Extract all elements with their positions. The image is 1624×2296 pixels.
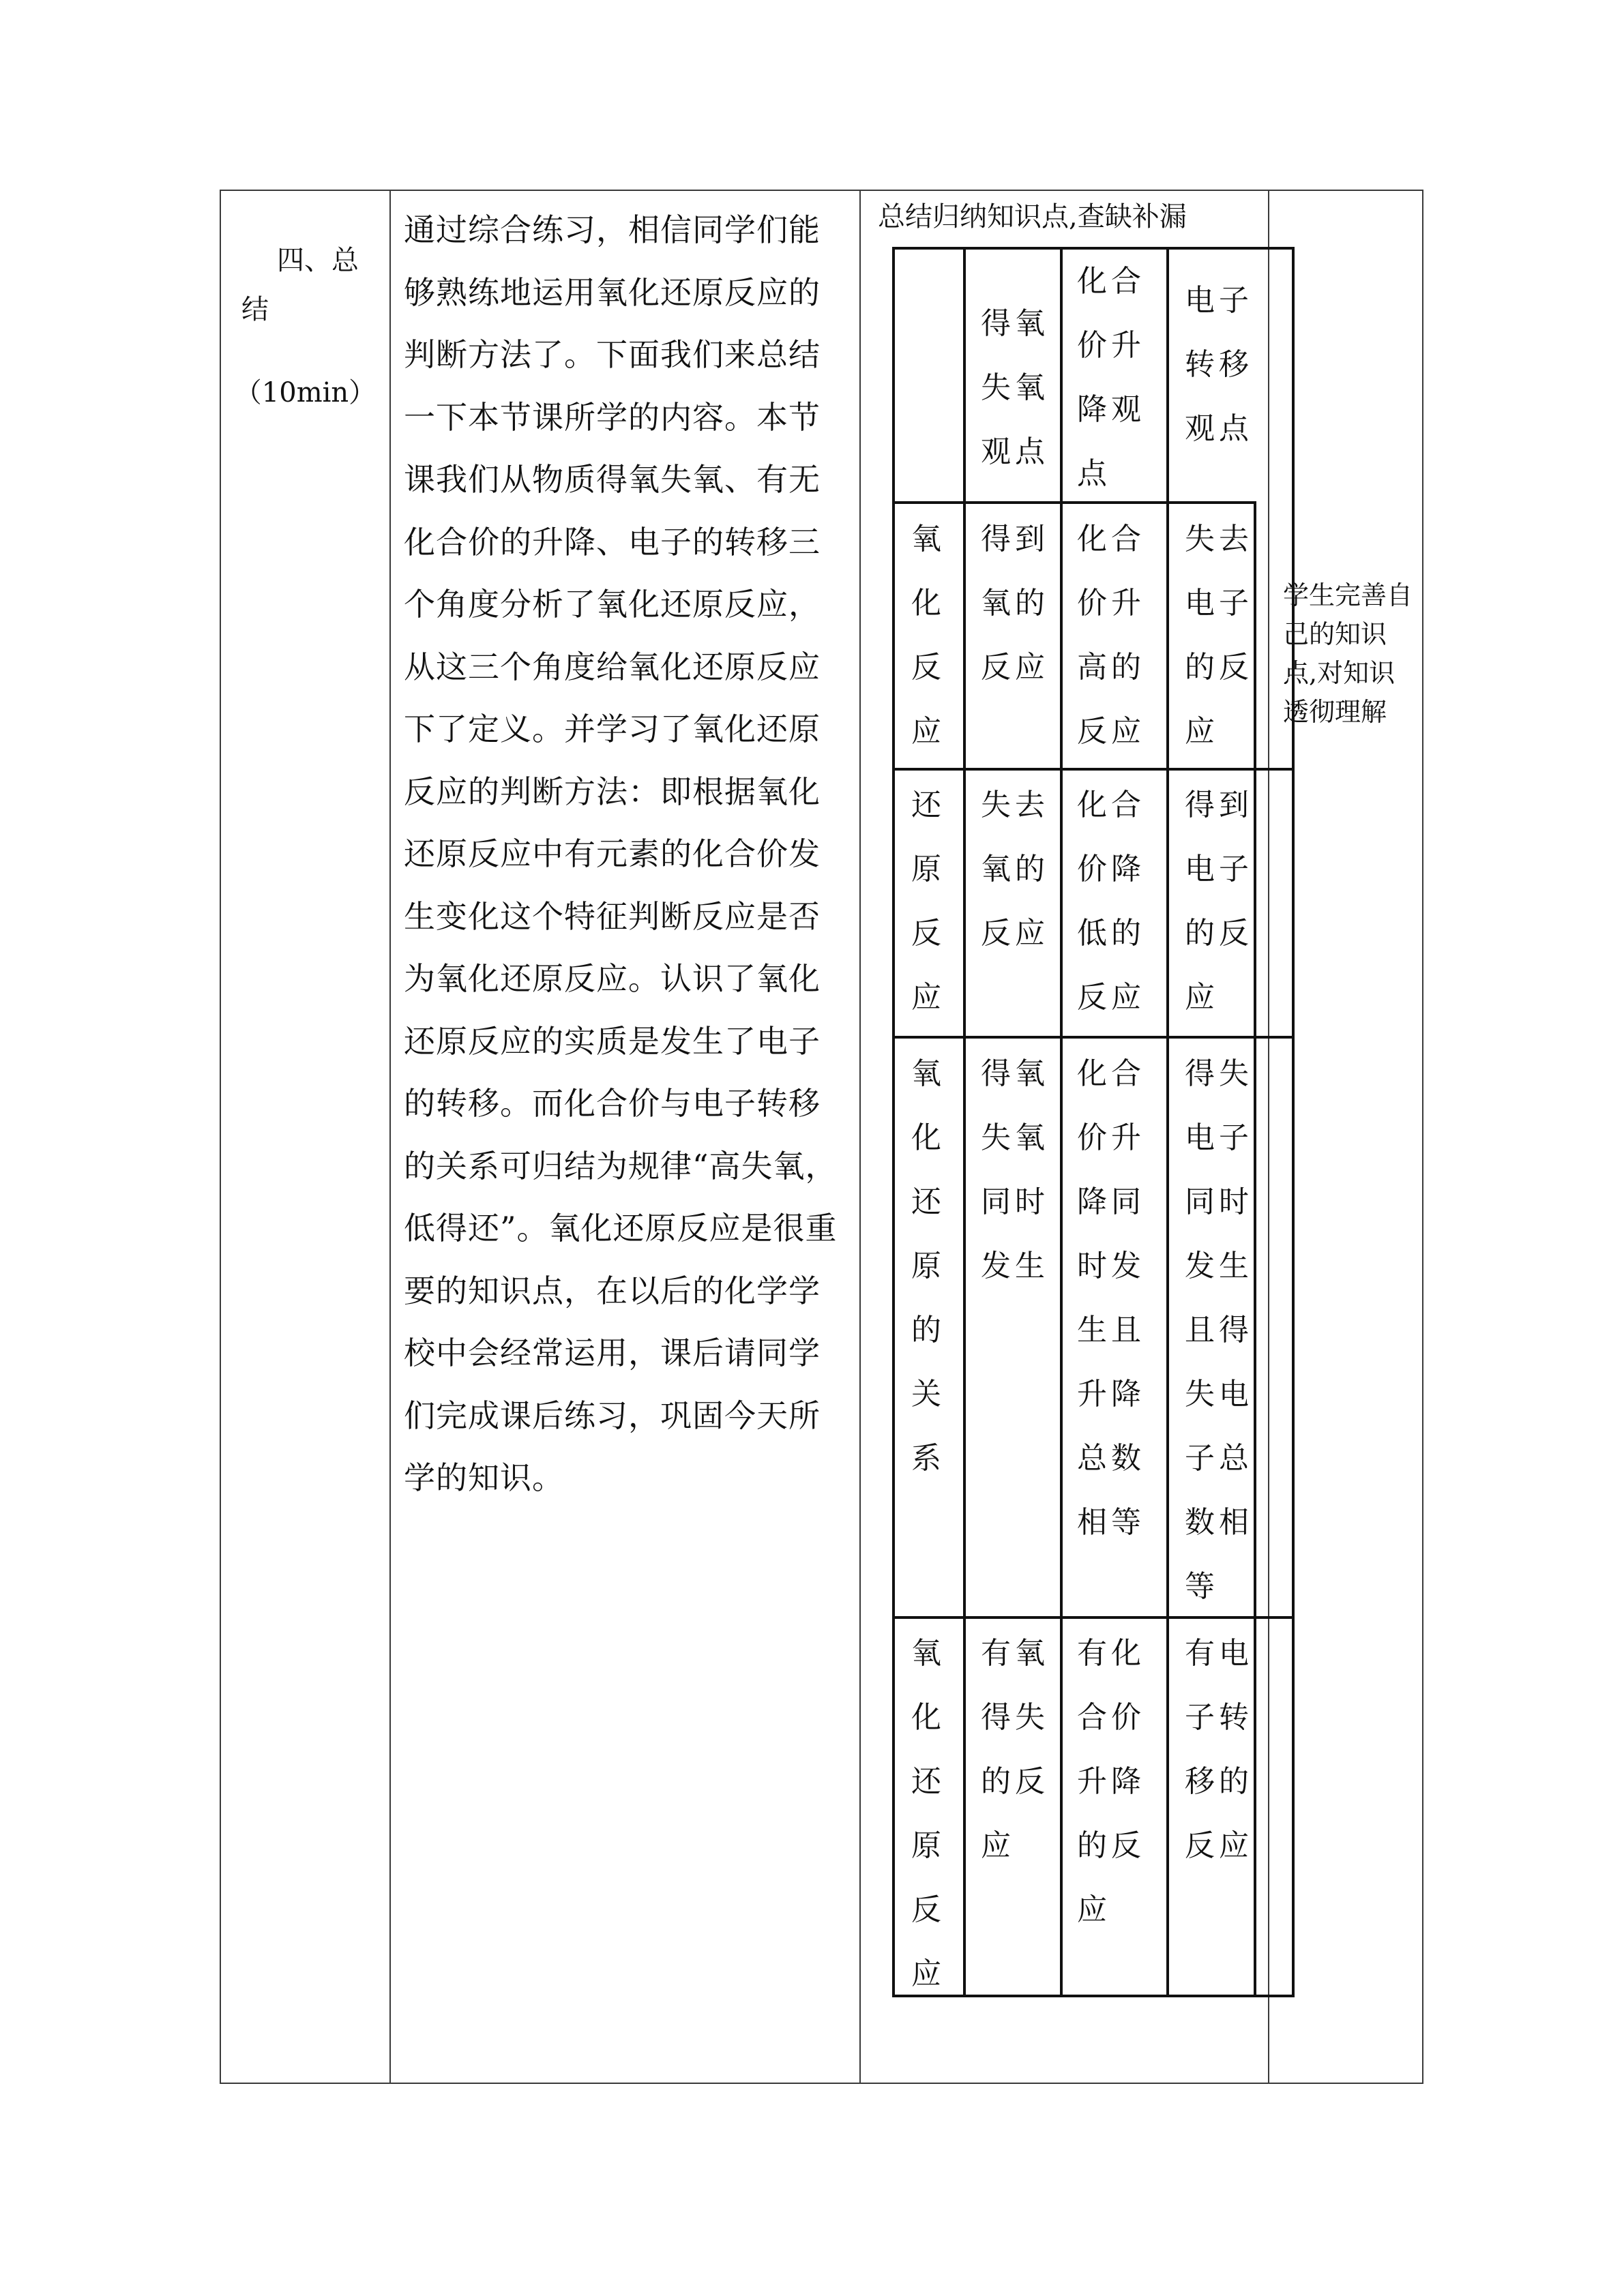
header-cell: 得氧失氧观点 <box>981 306 1049 469</box>
stage-time: （10min） <box>234 377 377 408</box>
table-cell: 得氧失氧同时发生 <box>981 1056 1049 1283</box>
table-cell: 有化合价升降的反应 <box>1077 1636 1145 1927</box>
row-label: 氧化反应 <box>911 522 945 749</box>
summary-column-divider <box>1060 250 1063 1995</box>
lesson-table <box>220 190 1423 2084</box>
stage-cell <box>221 191 389 417</box>
summary-column-divider <box>1166 250 1169 1995</box>
summary-row-divider <box>895 768 1292 771</box>
table-cell: 得到电子的反应 <box>1185 788 1253 1015</box>
table-cell: 有电子转移的反应 <box>1185 1636 1253 1863</box>
row-label: 氧化还原反应 <box>911 1636 945 1991</box>
table-cell: 化合价升降同时发生且升降总数相等 <box>1077 1056 1145 1540</box>
summary-column-divider <box>1254 501 1256 1995</box>
table-cell: 有氧得失的反应 <box>981 1636 1049 1863</box>
summary-table <box>892 247 1295 1997</box>
summary-column-divider <box>963 250 966 1995</box>
table-cell: 失去氧的反应 <box>981 788 1049 951</box>
summary-heading: 总结归纳知识点,查缺补漏 <box>878 201 1187 233</box>
column-divider <box>389 191 391 2083</box>
row-label: 氧化还原的关系 <box>911 1056 945 1476</box>
summary-row-divider <box>895 1036 1292 1039</box>
stage-title: 四、总结 <box>241 245 359 325</box>
header-cell: 电子转移观点 <box>1185 283 1253 446</box>
table-cell: 化合价降低的反应 <box>1077 788 1145 1015</box>
column-divider <box>859 191 861 2083</box>
teacher-activity-text: 通过综合练习，相信同学们能够熟练地运用氧化还原反应的判断方法了。下面我们来总结一下本节课所学的内容。本节课我们从物质得氧失氧、有无化合价的升降、电子的转移三个角度分析了氧化还原反应，从这三个角度给氧化还原反应下了定义。并学习了氧化还原反应的判断方法：即根据氧化还原反应中有元素的化合价发生变化这个特征判断反应是否为氧化还原反应。认识了氧化还原反应的实质是发生了电子的转移。而化合价与电子转移的关系可归结为规律“高失氧，低得还”。氧化还原反应是很重要的知识点，在以后的化学学校中会经常运用，课后请同学们完成课后练习，巩固今天所学的知识。 <box>404 211 838 1496</box>
student-activity-text: 学生完善自己的知识点,对知识透彻理解 <box>1283 580 1413 727</box>
table-cell: 失去电子的反应 <box>1185 522 1253 749</box>
row-label: 还原反应 <box>911 788 945 1015</box>
summary-row-divider <box>895 501 1254 504</box>
header-cell: 化合价升降观点 <box>1077 264 1145 491</box>
table-cell: 得失电子同时发生且得失电子总数相等 <box>1185 1056 1253 1604</box>
table-cell: 得到氧的反应 <box>981 522 1049 685</box>
table-cell: 化合价升高的反应 <box>1077 522 1145 749</box>
